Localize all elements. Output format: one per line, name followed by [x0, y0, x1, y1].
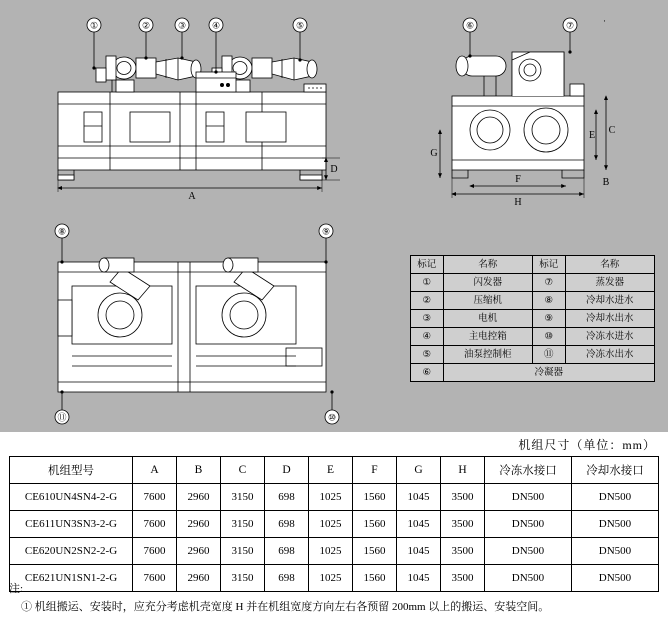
legend-name: 油泵控制柜 — [443, 346, 532, 364]
cell-chilled-port: DN500 — [485, 511, 572, 538]
legend-mark: ① — [411, 274, 444, 292]
cell-cooling-port: DN500 — [572, 511, 659, 538]
legend-name: 压缩机 — [443, 292, 532, 310]
legend-name: 蒸发器 — [565, 274, 654, 292]
legend-mark: ⑧ — [532, 292, 565, 310]
legend-mark: ④ — [411, 328, 444, 346]
svg-text:A: A — [188, 191, 196, 202]
spec-header-a: A — [133, 457, 177, 484]
legend-header-mark-2: 标记 — [532, 256, 565, 274]
cell-d: 698 — [265, 484, 309, 511]
legend-name: 冷却水出水 — [565, 310, 654, 328]
svg-text:C: C — [608, 125, 616, 136]
note-line: ① 机组搬运、安装时，应充分考虑机壳宽度 H 并在机组宽度方向左右各预留 200mm 以上的搬运、安装空间。 — [21, 601, 550, 613]
cell-a: 7600 — [133, 484, 177, 511]
table-row — [10, 484, 659, 511]
legend-row — [411, 274, 655, 292]
notes-title: 注: — [9, 583, 24, 595]
svg-text:D: D — [330, 164, 338, 175]
cell-g: 1045 — [397, 484, 441, 511]
cell-cooling-port: DN500 — [572, 565, 659, 592]
svg-text:E: E — [588, 130, 596, 141]
legend-mark: ⑨ — [532, 310, 565, 328]
cell-d: 698 — [265, 511, 309, 538]
cell-chilled-port: DN500 — [485, 565, 572, 592]
legend-name: 冷凝器 — [443, 364, 654, 382]
legend-mark: ⑥ — [411, 364, 444, 382]
legend-row — [411, 328, 655, 346]
legend-header-name-1: 名称 — [443, 256, 532, 274]
svg-text:B: B — [602, 177, 610, 188]
cell-e: 1025 — [309, 484, 353, 511]
cell-a: 7600 — [133, 565, 177, 592]
cell-c: 3150 — [221, 484, 265, 511]
cell-cooling-port: DN500 — [572, 484, 659, 511]
cell-d: 698 — [265, 538, 309, 565]
table-row — [10, 511, 659, 538]
spec-header-c: C — [221, 457, 265, 484]
spec-header-chilled-water-port: 冷冻水接口 — [485, 457, 572, 484]
legend-name: 冷冻水出水 — [565, 346, 654, 364]
cell-d: 698 — [265, 565, 309, 592]
units-caption: 机组尺寸（单位：mm） — [518, 438, 656, 452]
svg-text:⑩: ⑩ — [327, 412, 337, 423]
legend-mark: ⑤ — [411, 346, 444, 364]
spec-header-g: G — [397, 457, 441, 484]
cell-b: 2960 — [177, 538, 221, 565]
svg-text:H: H — [514, 197, 522, 208]
svg-text:⑦: ⑦ — [565, 20, 575, 31]
svg-text:⑨: ⑨ — [321, 226, 331, 237]
cell-a: 7600 — [133, 511, 177, 538]
cell-cooling-port: DN500 — [572, 538, 659, 565]
spec-header-e: E — [309, 457, 353, 484]
legend-name: 冷却水进水 — [565, 292, 654, 310]
legend-header-row — [411, 256, 655, 274]
cell-c: 3150 — [221, 538, 265, 565]
table-row — [10, 538, 659, 565]
spec-header-h: H — [441, 457, 485, 484]
legend-row — [411, 292, 655, 310]
cell-g: 1045 — [397, 565, 441, 592]
cell-chilled-port: DN500 — [485, 484, 572, 511]
legend-table — [410, 255, 655, 382]
spec-header-d: D — [265, 457, 309, 484]
legend-mark: ③ — [411, 310, 444, 328]
legend-header-mark-1: 标记 — [411, 256, 444, 274]
legend-name: 主电控箱 — [443, 328, 532, 346]
cell-h: 3500 — [441, 484, 485, 511]
svg-text:②: ② — [141, 20, 151, 31]
legend-mark: ⑦ — [532, 274, 565, 292]
svg-text:⑤: ⑤ — [295, 20, 305, 31]
spec-header-model: 机组型号 — [10, 457, 133, 484]
legend-row — [411, 310, 655, 328]
svg-text:·: · — [603, 16, 606, 26]
spec-header-f: F — [353, 457, 397, 484]
cell-g: 1045 — [397, 511, 441, 538]
legend-row — [411, 346, 655, 364]
cell-h: 3500 — [441, 565, 485, 592]
cell-e: 1025 — [309, 538, 353, 565]
legend-mark: ⑩ — [532, 328, 565, 346]
svg-text:④: ④ — [211, 20, 221, 31]
cell-h: 3500 — [441, 511, 485, 538]
legend-mark: ⑪ — [532, 346, 565, 364]
cell-b: 2960 — [177, 565, 221, 592]
cell-chilled-port: DN500 — [485, 538, 572, 565]
legend-name: 闪发器 — [443, 274, 532, 292]
cell-f: 1560 — [353, 565, 397, 592]
cell-model: CE611UN3SN3-2-G — [10, 511, 133, 538]
cell-h: 3500 — [441, 538, 485, 565]
cell-f: 1560 — [353, 511, 397, 538]
cell-b: 2960 — [177, 511, 221, 538]
legend-row — [411, 364, 655, 382]
svg-text:⑧: ⑧ — [57, 226, 67, 237]
svg-text:F: F — [515, 174, 521, 185]
cell-e: 1025 — [309, 565, 353, 592]
cell-model: CE620UN2SN2-2-G — [10, 538, 133, 565]
cell-f: 1560 — [353, 538, 397, 565]
svg-text:G: G — [430, 148, 438, 159]
cell-f: 1560 — [353, 484, 397, 511]
svg-text:③: ③ — [177, 20, 187, 31]
svg-text:⑪: ⑪ — [57, 412, 67, 423]
notes-section — [9, 580, 659, 615]
svg-text:①: ① — [89, 20, 99, 31]
legend-name: 电机 — [443, 310, 532, 328]
spec-header-b: B — [177, 457, 221, 484]
spec-header-row — [10, 457, 659, 484]
cell-a: 7600 — [133, 538, 177, 565]
cell-g: 1045 — [397, 538, 441, 565]
specification-table — [9, 456, 659, 592]
cell-e: 1025 — [309, 511, 353, 538]
legend-header-name-2: 名称 — [565, 256, 654, 274]
cell-c: 3150 — [221, 565, 265, 592]
legend-mark: ② — [411, 292, 444, 310]
spec-header-cooling-water-port: 冷却水接口 — [572, 457, 659, 484]
svg-text:⑥: ⑥ — [465, 20, 475, 31]
legend-name: 冷冻水进水 — [565, 328, 654, 346]
cell-c: 3150 — [221, 511, 265, 538]
cell-model: CE621UN1SN1-2-G — [10, 565, 133, 592]
cell-model: CE610UN4SN4-2-G — [10, 484, 133, 511]
cell-b: 2960 — [177, 484, 221, 511]
